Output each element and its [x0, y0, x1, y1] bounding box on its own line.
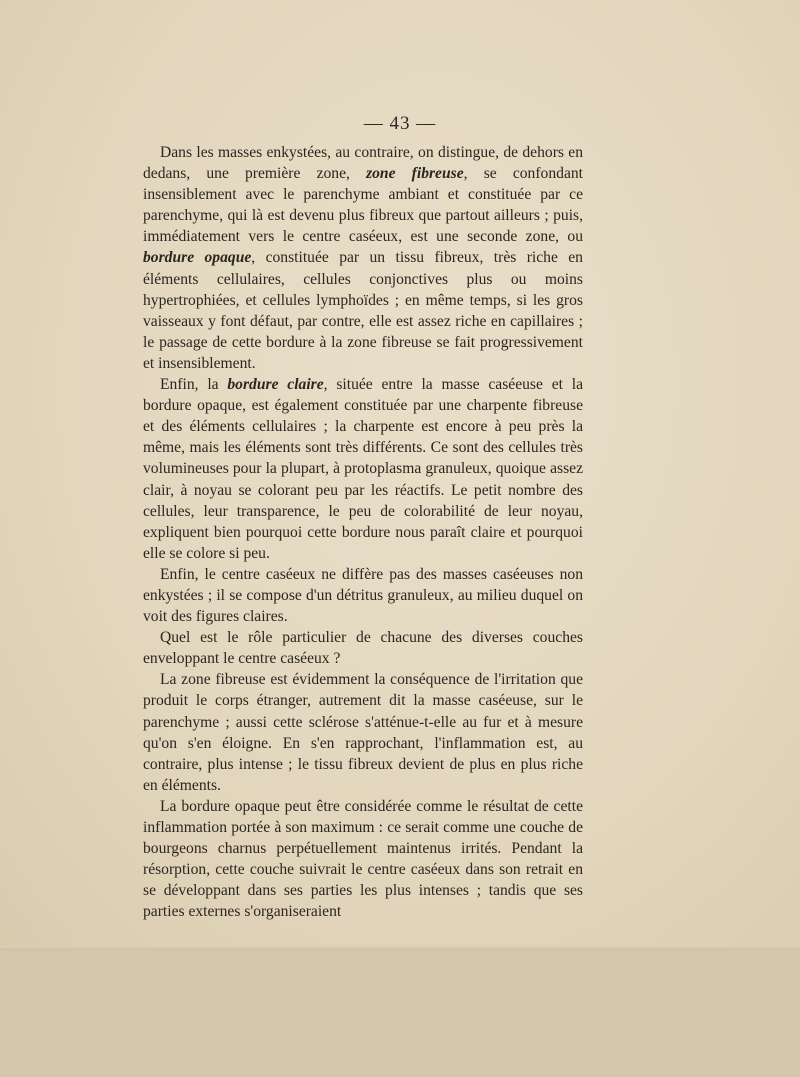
paragraph-3: Enfin, le centre caséeux ne diffère pas des masses caséeuses non enkystées ; il se compose d'un détritus granuleux, au milieu duquel on voit des figures claires.: [143, 565, 583, 626]
paragraph-2: Enfin, la bordure claire, située entre la masse caséeuse et la bordure opaque, est également constituée par une charpente fibreuse et des éléments cellulaires ; la charpente est encore à peu près la même, mais les éléments sont très différents. Ce sont des cellules très volumineuses pour la plupart, à protoplasma granuleux, quoique assez clair, à noyau se colorant peu par les réactifs. Le petit nombre des cellules, leur transparence, le peu de colorabilité de leur noyau, expliquent bien pourquoi cette bordure nous paraît claire et pourquoi elle se colore si peu.: [143, 376, 583, 562]
body-text: [143, 142, 583, 922]
term-bordure-claire: bordure claire: [227, 376, 324, 394]
paragraph-6: La bordure opaque peut être considérée comme le résultat de cette inflammation portée à son maximum : ce serait comme une couche de bourgeons charnus perpétuellement maintenus irrités. Pendant la résorption, cette couche suivrait le centre caséeux dans son retrait en se développant dans ses parties les plus intenses ; tandis que ses parties externes s'organiseraient: [143, 797, 583, 921]
term-zone-fibreuse: zone fibreuse: [366, 165, 464, 183]
background-surface: [0, 950, 800, 1077]
paragraph-5: La zone fibreuse est évidemment la conséquence de l'irritation que produit le corps étranger, autrement dit la masse caséeuse, sur le parenchyme ; aussi cette sclérose s'atténue-t-elle au fur et à mesure qu'on s'en éloigne. En s'en rapprochant, l'inflammation est, au contraire, plus intense ; le tissu fibreux devient de plus en plus riche en éléments.: [143, 671, 583, 794]
paragraph-1: Dans les masses enkystées, au contraire, on distingue, de dehors en dedans, une première zone, zone fibreuse, se confondant insensiblement avec le parenchyme ambiant et constituée par ce parenchyme, qui là est devenu plus fibreux que partout ailleurs ; puis, immédiatement vers le centre caséeux, est une seconde zone, ou bordure opaque, constituée par un tissu fibreux, très riche en éléments cellulaires, cellules conjonctives plus ou moins hypertrophiées, et cellules lymphoïdes ; en même temps, si les gros vaisseaux y font défaut, par contre, elle est assez riche en capillaires ; le passage de cette bordure à la zone fibreuse se fait progressivement et insensiblement.: [143, 144, 583, 372]
term-bordure-opaque: bordure opaque: [143, 249, 252, 267]
paragraph-4: Quel est le rôle particulier de chacune des diverses couches enveloppant le centre caséeux ?: [143, 629, 583, 668]
page-number: — 43 —: [363, 113, 437, 134]
